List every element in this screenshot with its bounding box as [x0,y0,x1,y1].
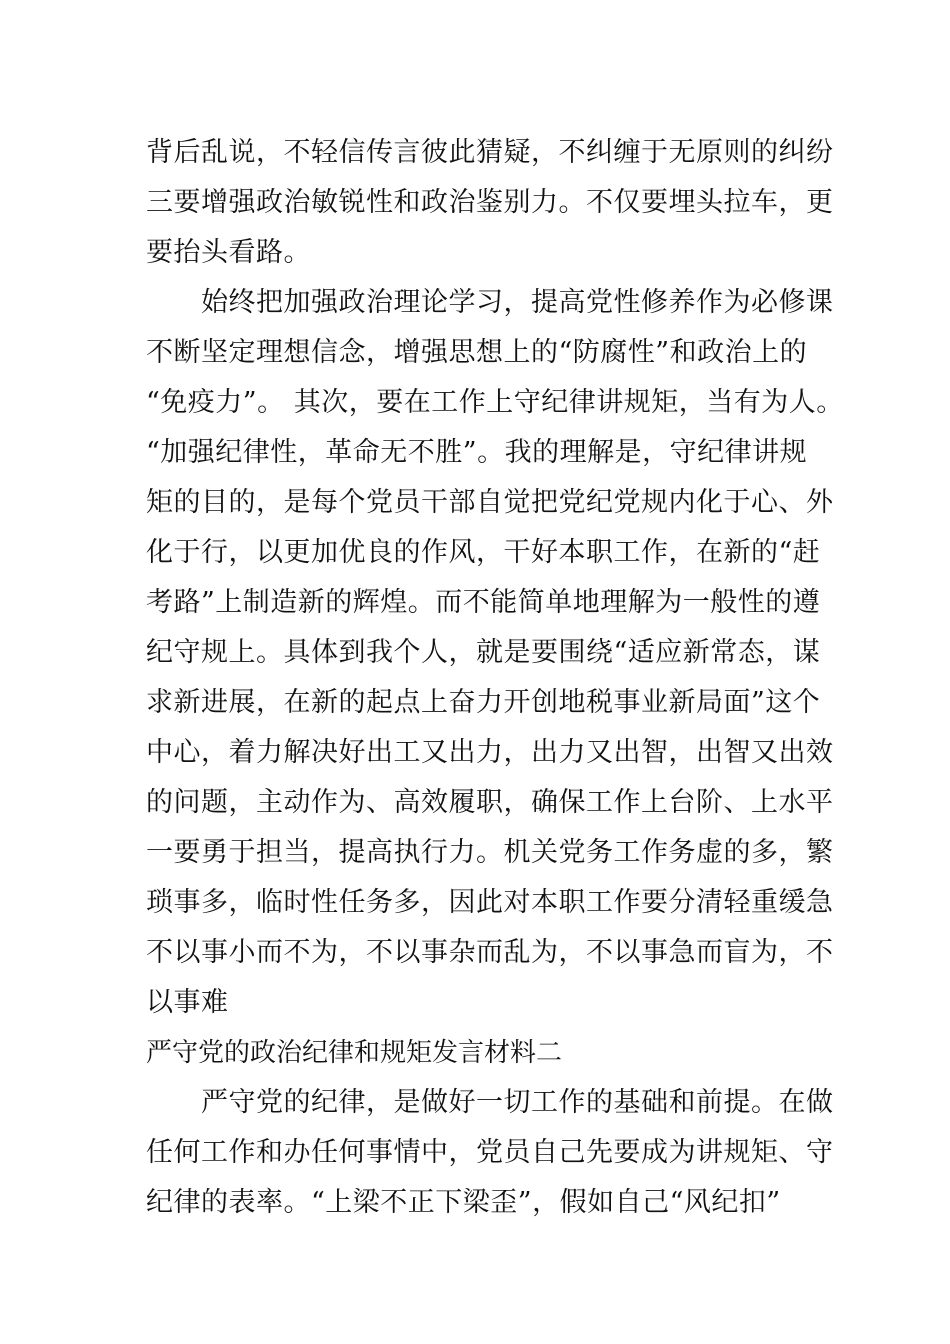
text-line: 的问题，主动作为、高效履职，确保工作上台阶、上水平 [146,787,834,818]
text-line: 求新进展，在新的起点上奋力开创地税事业新局面”这个 [146,687,821,718]
text-line: 三要增强政治敏锐性和政治鉴别力。不仅要埋头拉车，更 [146,187,834,218]
text-line: 严守党的纪律，是做好一切工作的基础和前提。在做 [146,1087,834,1118]
text-line: 不断坚定理想信念，增强思想上的“防腐性”和政治上的 [146,337,808,368]
text-line: 中心，着力解决好出工又出力，出力又出智，出智又出效 [146,737,834,768]
document-body [146,128,844,1228]
text-line: 背后乱说，不轻信传言彼此猜疑，不纠缠于无原则的纠纷 [146,137,834,168]
text-line: 不以事小而不为，不以事杂而乱为，不以事急而盲为，不 [146,937,834,968]
text-line: 考路”上制造新的辉煌。而不能简单地理解为一般性的遵 [146,587,821,618]
text-line: “免疫力”。 其次，要在工作上守纪律讲规矩，当有为人。 [146,387,844,418]
text-line: 化于行，以更加优良的作风，干好本职工作，在新的“赶 [146,537,821,568]
section-heading: 严守党的政治纪律和规矩发言材料二 [146,1038,563,1068]
text-line: 以事难 [146,987,229,1018]
text-line: 任何工作和办任何事情中，党员自己先要成为讲规矩、守 [146,1137,834,1168]
text-line: 琐事多，临时性任务多，因此对本职工作要分清轻重缓急 [146,887,834,918]
text-line: “加强纪律性，革命无不胜”。我的理解是，守纪律讲规 [146,437,808,468]
text-line: 矩的目的，是每个党员干部自觉把党纪党规内化于心、外 [146,487,834,518]
text-line: 纪守规上。具体到我个人，就是要围绕“适应新常态，谋 [146,637,821,668]
text-line: 始终把加强政治理论学习，提高党性修养作为必修课 [146,287,834,318]
text-line: 一要勇于担当，提高执行力。机关党务工作务虚的多，繁 [146,837,834,868]
text-line: 要抬头看路。 [146,237,311,268]
text-line: 纪律的表率。“上梁不正下梁歪”，假如自己“风纪扣” [146,1187,781,1218]
